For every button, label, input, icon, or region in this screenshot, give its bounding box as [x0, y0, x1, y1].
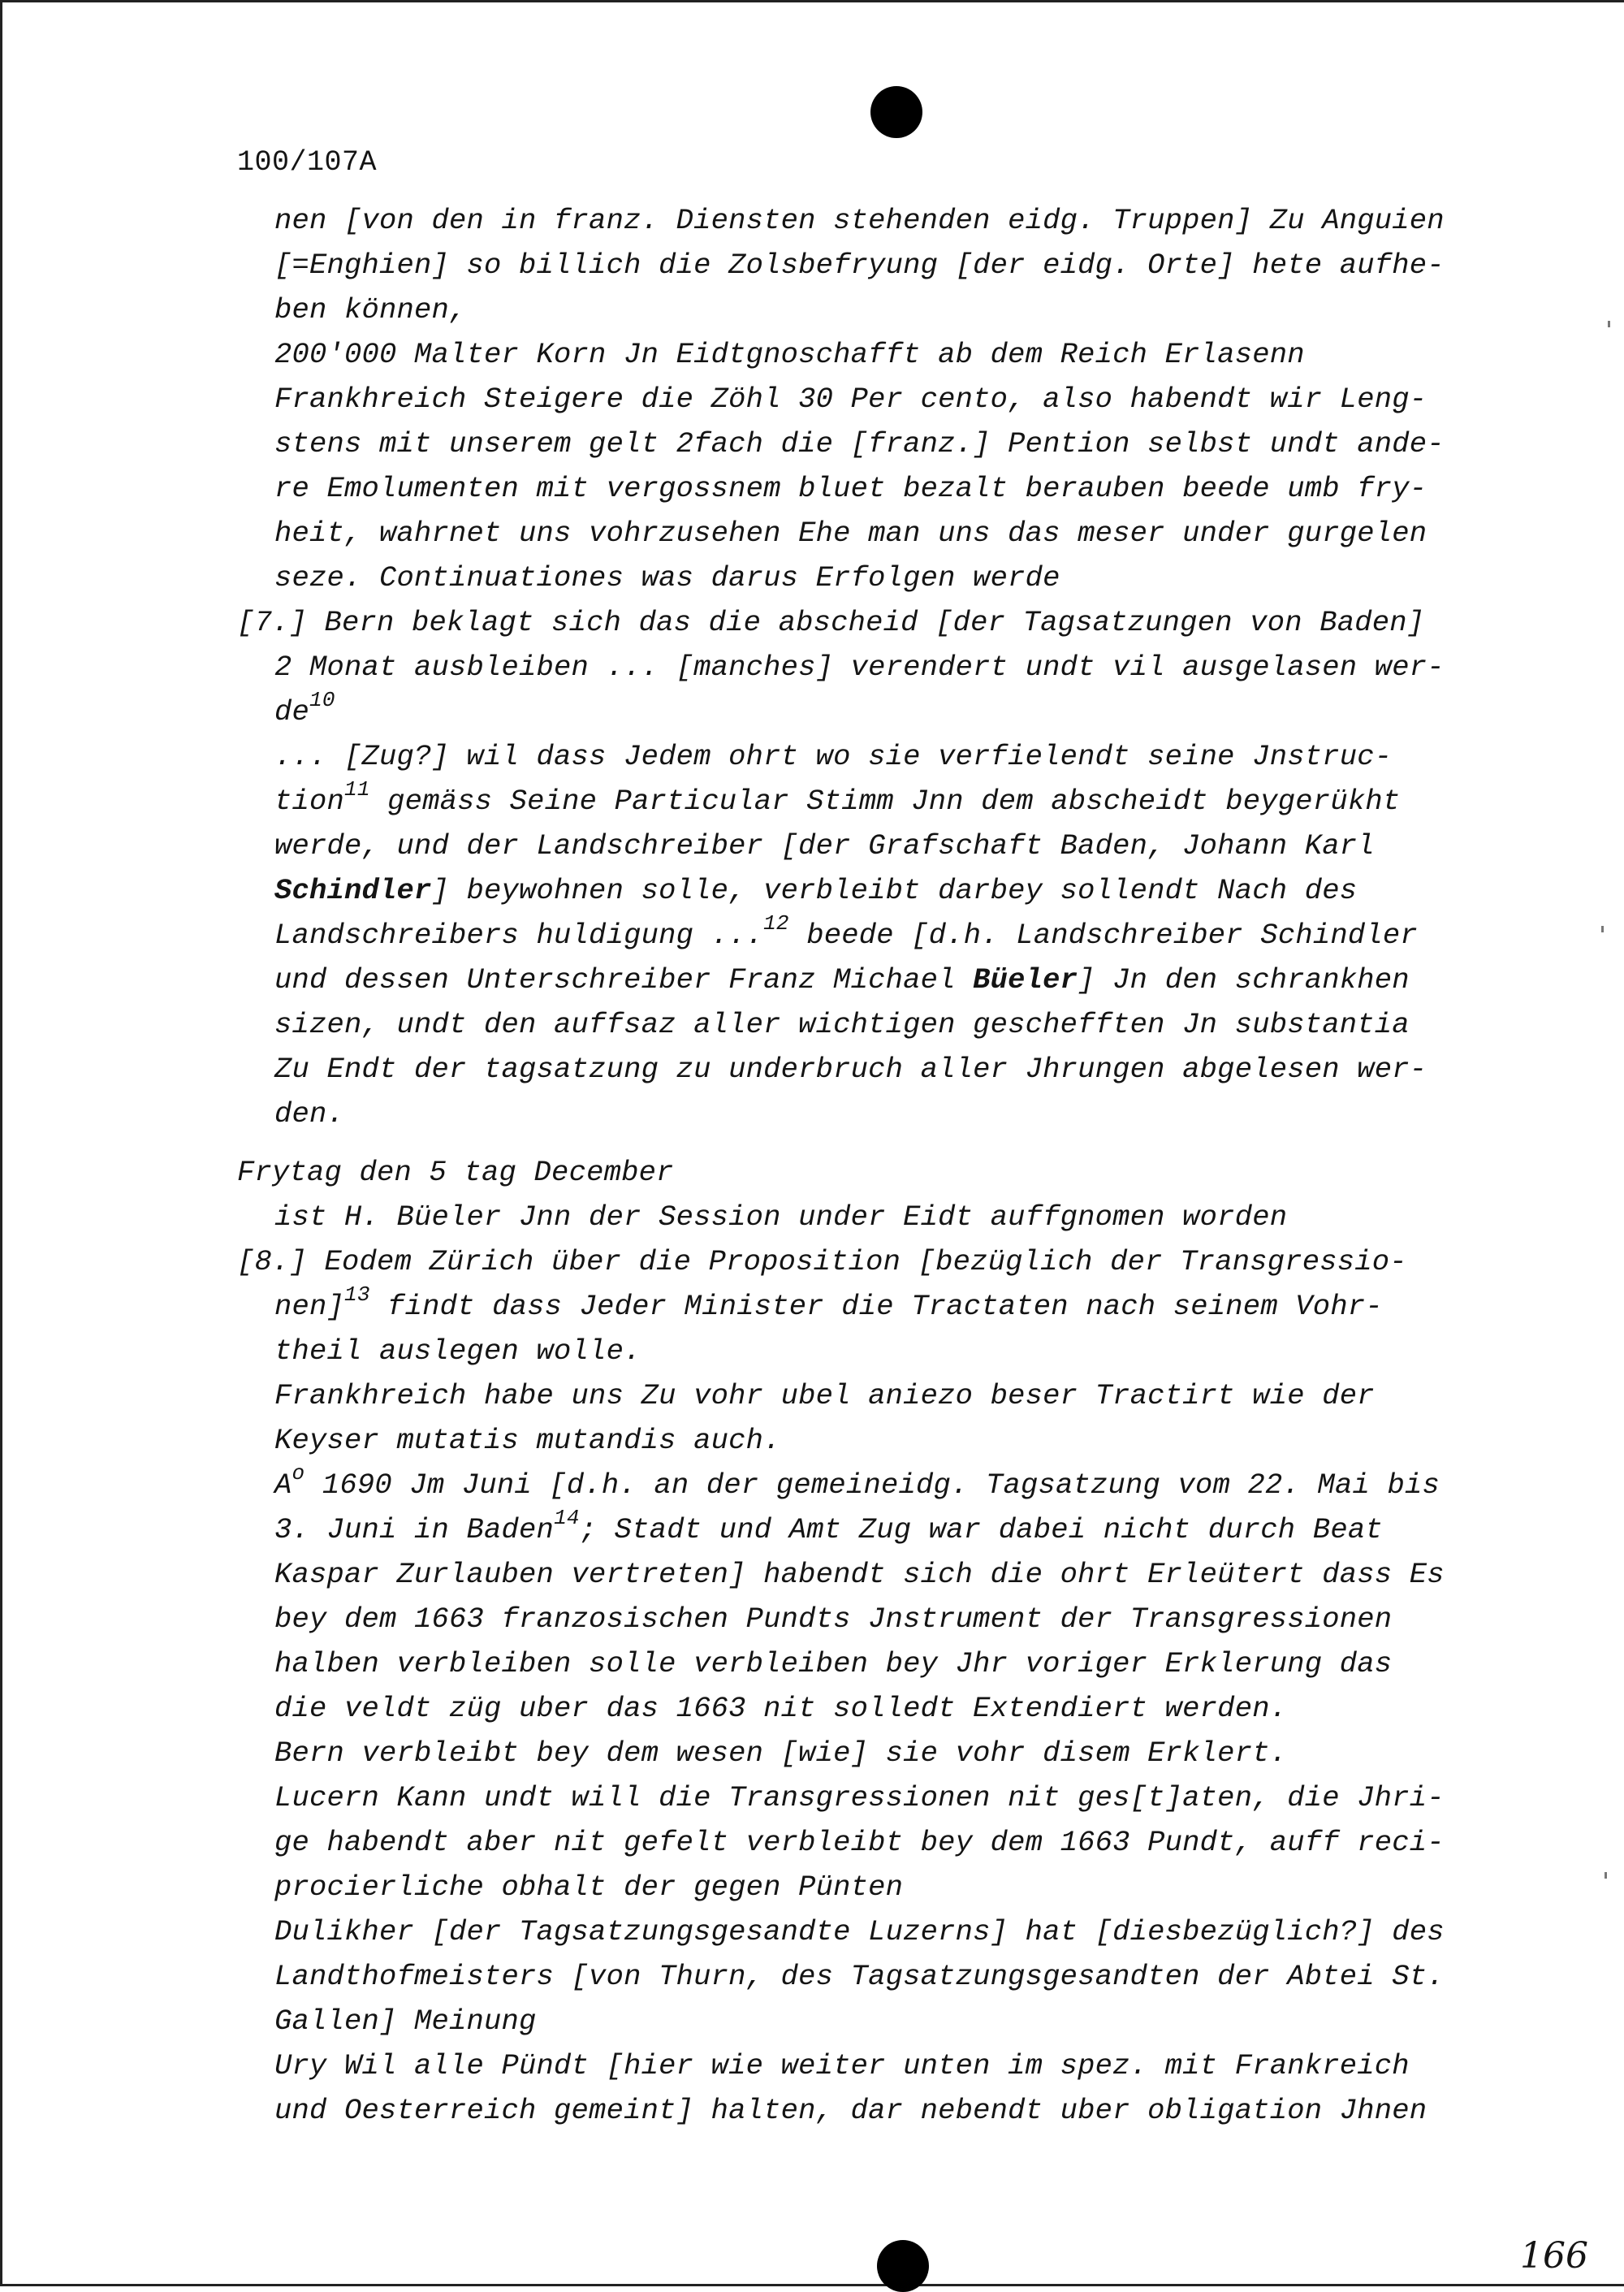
text-line: ... [Zug?] wil dass Jedem ohrt wo sie verfielendt seine Jnstruc-: [274, 740, 1393, 773]
document-id: 100/107A: [237, 146, 378, 179]
punch-hole-bottom: [877, 2240, 929, 2292]
text-line: theil auslegen wolle.: [274, 1334, 641, 1368]
text-line: halben verbleiben solle verbleiben bey Jhr voriger Erklerung das: [274, 1647, 1393, 1680]
text-line: bey dem 1663 franzosischen Pundts Jnstrument der Transgressionen: [274, 1602, 1393, 1636]
text-line: Bern verbleibt bey dem wesen [wie] sie vohr disem Erklert.: [274, 1736, 1288, 1770]
footnote-ref: 10: [309, 688, 335, 713]
text-line: Zu Endt der tagsatzung zu underbruch aller Jhrungen abgelesen wer-: [274, 1053, 1427, 1086]
footnote-ref: 14: [554, 1506, 580, 1531]
text-line: und Oesterreich gemeint] halten, dar nebendt uber obligation Jhnen: [274, 2094, 1427, 2127]
text-line: [8.] Eodem Zürich über die Proposition [bezüglich der Transgressio-: [237, 1245, 1407, 1278]
text-fragment: ; Stadt und Amt Zug war dabei nicht durch Beat: [579, 1513, 1383, 1546]
scan-speck: [1601, 926, 1604, 932]
text-fragment: und dessen Unterschreiber Franz Michael: [274, 963, 974, 997]
page-border-top: [0, 0, 1624, 2]
text-fragment: Landschreibers huldigung ...: [274, 919, 764, 952]
footnote-ref: 12: [763, 911, 789, 936]
text-fragment: beede [d.h. Landschreiber Schindler: [788, 919, 1418, 952]
text-line: Frytag den 5 tag December: [237, 1156, 674, 1189]
bold-name: Büeler: [973, 963, 1078, 997]
text-line: heit, wahrnet uns vohrzusehen Ehe man uns das meser under gurgelen: [274, 517, 1427, 550]
text-line: [274, 1282, 1383, 1326]
text-line: [7.] Bern beklagt sich das die abscheid [der Tagsatzungen von Baden]: [237, 606, 1425, 639]
text-line: sizen, undt den auffsaz aller wichtigen geschefften Jn substantia: [274, 1008, 1410, 1041]
text-line: die veldt züg uber das 1663 nit solledt Extendiert werden.: [274, 1692, 1288, 1725]
text-line: stens mit unserem gelt 2fach die [franz.] Pention selbst undt ande-: [274, 427, 1445, 461]
punch-hole-top: [870, 86, 922, 138]
page-border-left: [0, 0, 2, 2286]
text-line: Landthofmeisters [von Thurn, des Tagsatzungsgesandten der Abtei St.: [274, 1960, 1445, 1993]
text-fragment: ] beywohnen solle, verbleibt darbey sollendt Nach des: [431, 874, 1358, 907]
text-line: ge habendt aber nit gefelt verbleibt bey dem 1663 Pundt, auff reci-: [274, 1826, 1445, 1859]
footnote-ref: 13: [344, 1282, 370, 1308]
text-line: [274, 777, 1401, 821]
text-line: 200'000 Malter Korn Jn Eidtgnoschafft ab dem Reich Erlasenn: [274, 338, 1305, 371]
scan-speck: [1605, 1872, 1607, 1879]
text-line: [274, 1506, 1383, 1550]
text-line: nen [von den in franz. Diensten stehenden eidg. Truppen] Zu Anguien: [274, 204, 1445, 237]
text-line: ist H. Büeler Jnn der Session under Eidt auffgnomen worden: [274, 1200, 1288, 1234]
text-fragment: ] Jn den schrankhen: [1078, 963, 1410, 997]
text-line: 2 Monat ausbleiben ... [manches] verendert undt vil ausgelasen wer-: [274, 651, 1445, 684]
bold-name: Schindler: [274, 874, 432, 907]
text-line: [274, 911, 1418, 955]
text-fragment: A: [274, 1468, 292, 1502]
text-line: Dulikher [der Tagsatzungsgesandte Luzerns] hat [diesbezüglich?] des: [274, 1915, 1445, 1948]
text-line: [=Enghien] so billich die Zolsbefryung [der eidg. Orte] hete aufhe-: [274, 249, 1445, 282]
text-line: Gallen] Meinung: [274, 2004, 537, 2038]
text-fragment: 1690 Jm Juni [d.h. an der gemeineidg. Tagsatzung vom 22. Mai bis: [304, 1468, 1440, 1502]
text-fragment: tion: [274, 785, 345, 818]
text-line: Ury Wil alle Pündt [hier wie weiter unten im spez. mit Frankreich: [274, 2049, 1410, 2082]
text-line: [274, 688, 335, 732]
text-line: Frankhreich habe uns Zu vohr ubel aniezo beser Tractirt wie der: [274, 1379, 1375, 1412]
text-line: werde, und der Landschreiber [der Grafschaft Baden, Johann Karl: [274, 829, 1375, 863]
text-line: Lucern Kann undt will die Transgressionen nit ges[t]aten, die Jhri-: [274, 1781, 1445, 1814]
text-line: [274, 961, 1410, 1000]
text-line: Kaspar Zurlauben vertreten] habendt sich die ohrt Erleütert dass Es: [274, 1558, 1445, 1591]
scan-speck: [1608, 321, 1610, 327]
text-fragment: de: [274, 695, 310, 729]
superscript-o: o: [292, 1461, 305, 1486]
text-fragment: findt dass Jeder Minister die Tractaten nach seinem Vohr-: [369, 1290, 1383, 1323]
page-signature: 166: [1520, 2235, 1588, 2277]
text-line: procierliche obhalt der gegen Pünten: [274, 1870, 904, 1904]
text-line: Frankhreich Steigere die Zöhl 30 Per cento, also habendt wir Leng-: [274, 383, 1427, 416]
text-line: den.: [274, 1097, 345, 1131]
text-line: [274, 871, 1357, 910]
text-line: Keyser mutatis mutandis auch.: [274, 1424, 781, 1457]
text-fragment: nen]: [274, 1290, 345, 1323]
text-line: ben können,: [274, 293, 467, 327]
text-fragment: gemäss Seine Particular Stimm Jnn dem abscheidt beygerükht: [369, 785, 1401, 818]
text-line: re Emolumenten mit vergossnem bluet bezalt berauben beede umb fry-: [274, 472, 1427, 505]
footnote-ref: 11: [344, 777, 370, 802]
text-line: [274, 1461, 1440, 1505]
text-line: seze. Continuationes was darus Erfolgen werde: [274, 561, 1060, 595]
text-fragment: 3. Juni in Baden: [274, 1513, 555, 1546]
